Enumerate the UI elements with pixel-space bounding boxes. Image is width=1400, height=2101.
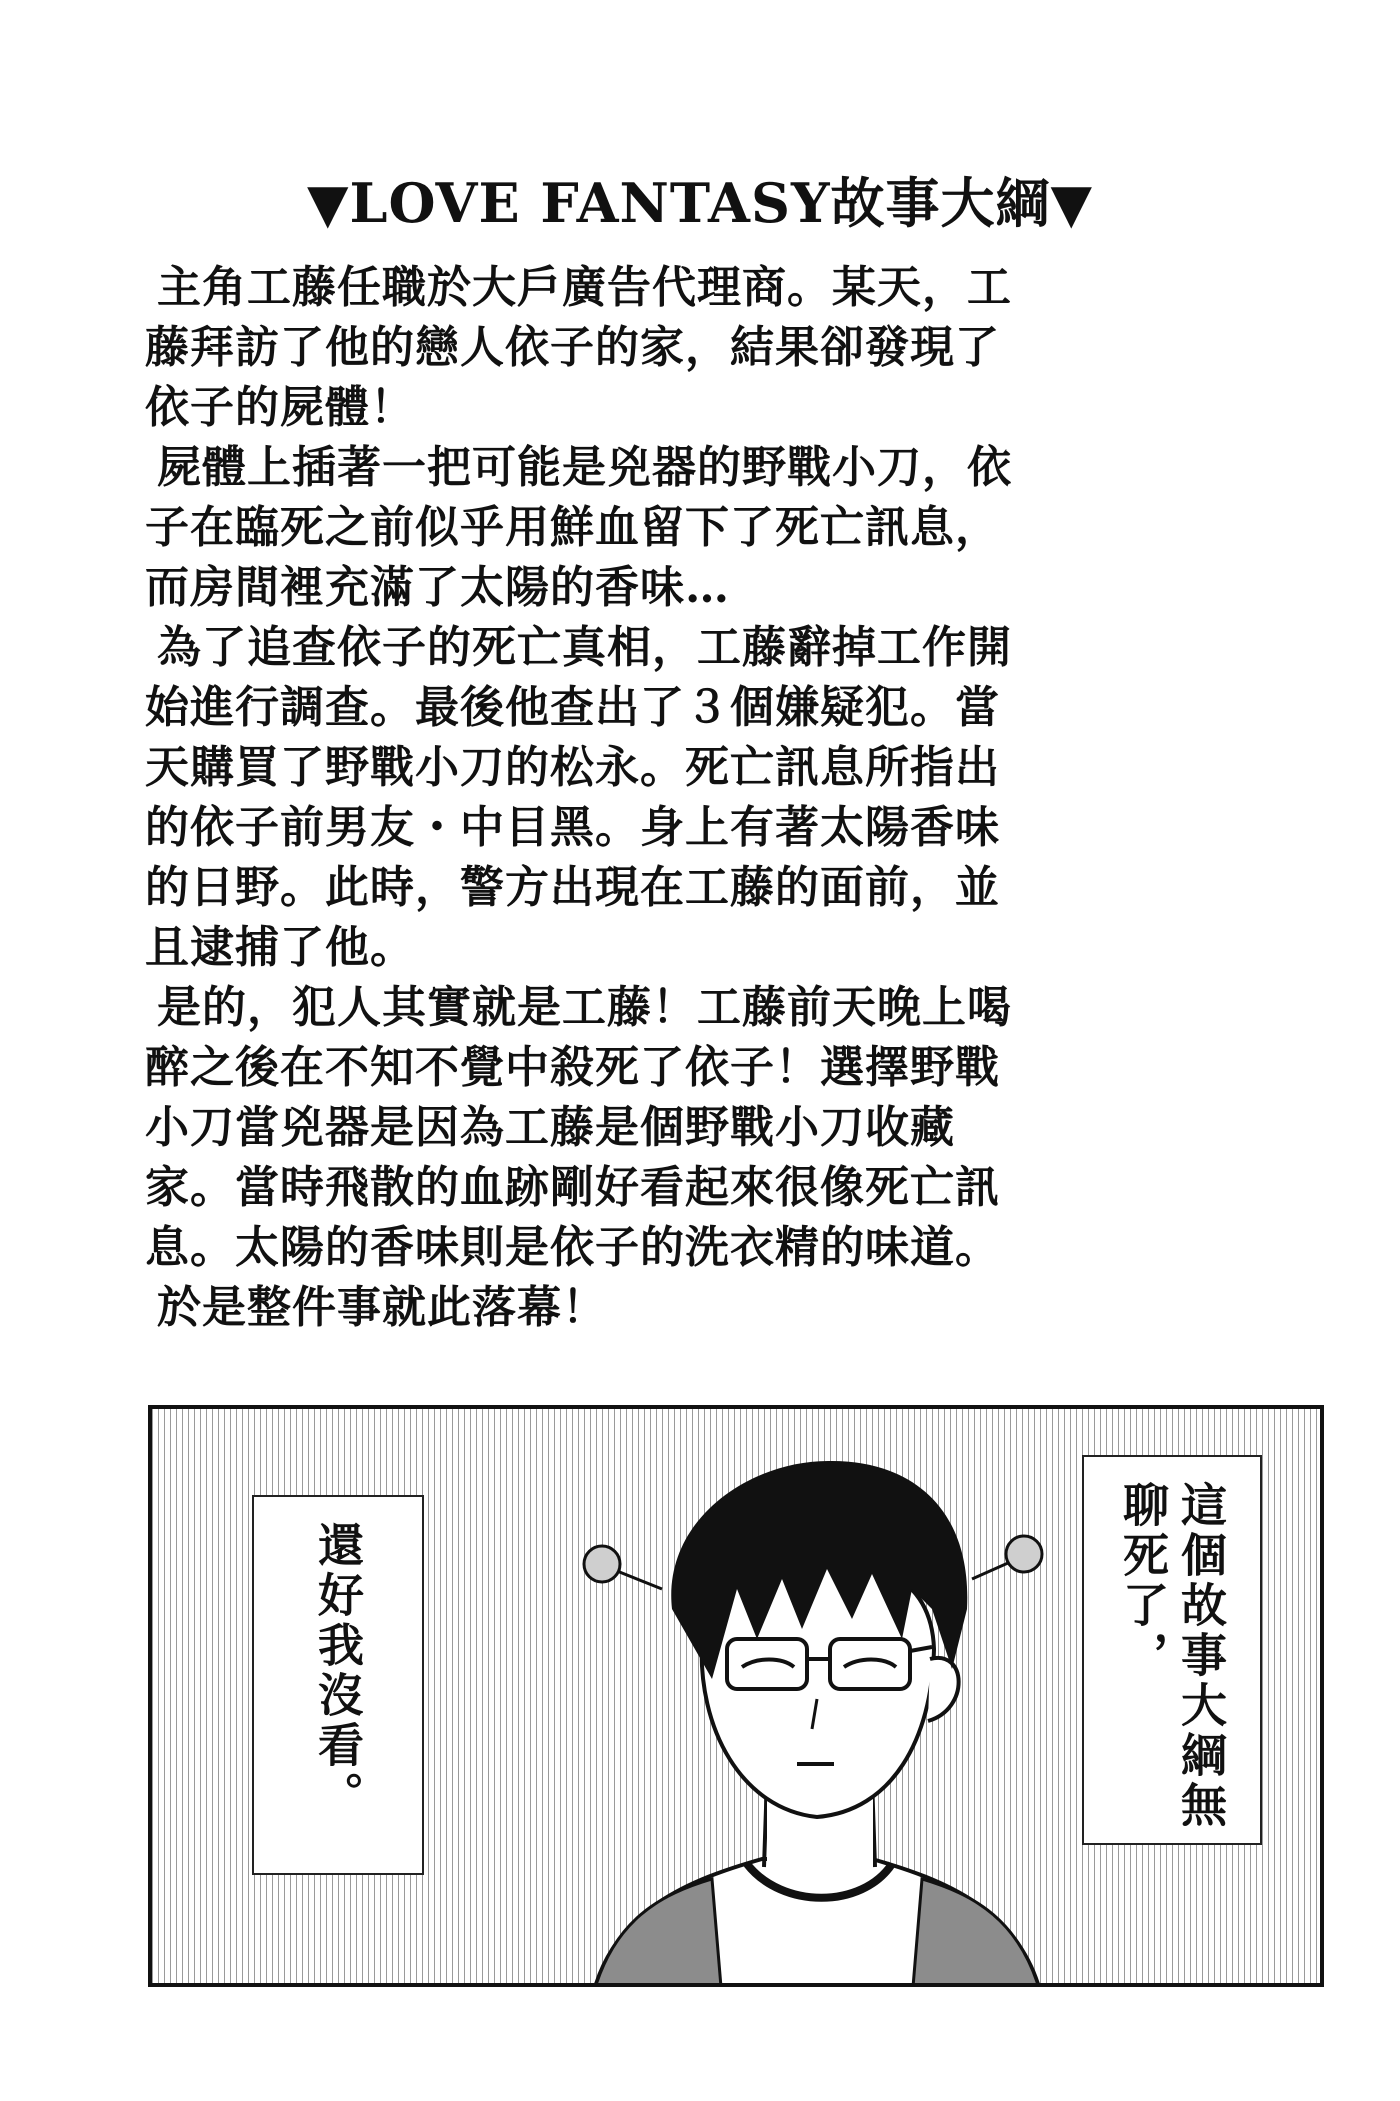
speech-box-left bbox=[252, 1495, 424, 1875]
page-title: ▼LOVE FANTASY故事大綱▼ bbox=[306, 171, 1094, 235]
story-paragraph: 為了追查依子的死亡真相，工藤辭掉工作開始進行調查。最後他查出了３個嫌疑犯。當天購買了野戰小刀的松永。死亡訊息所指出的依子前男友・中目黑。身上有著太陽香味的日野。此時，警方出現在工藤的面前，並且逮捕了他。 bbox=[145, 622, 1012, 973]
story-paragraph: 主角工藤任職於大戶廣告代理商。某天，工藤拜訪了他的戀人依子的家，結果卻發現了依子的屍體！ bbox=[145, 262, 1012, 433]
manga-panel bbox=[148, 1405, 1324, 1987]
story-synopsis bbox=[145, 258, 1025, 1338]
story-paragraph: 屍體上插著一把可能是兇器的野戰小刀，依子在臨死之前似乎用鮮血留下了死亡訊息，而房間裡充滿了太陽的香味… bbox=[145, 442, 1012, 613]
character-illustration bbox=[572, 1439, 1052, 1987]
speech-box-right bbox=[1082, 1455, 1262, 1845]
story-paragraph: 於是整件事就此落幕！ bbox=[157, 1282, 607, 1333]
speech-text-left: 還好我沒看。 bbox=[311, 1521, 365, 1821]
speech-text-right: 這個故事大綱無聊死了， bbox=[1116, 1481, 1228, 1831]
story-paragraph: 是的，犯人其實就是工藤！工藤前天晚上喝醉之後在不知不覺中殺死了依子！選擇野戰小刀當兇器是因為工藤是個野戰小刀收藏家。當時飛散的血跡剛好看起來很像死亡訊息。太陽的香味則是依子的洗衣精的味道。 bbox=[145, 982, 1012, 1273]
